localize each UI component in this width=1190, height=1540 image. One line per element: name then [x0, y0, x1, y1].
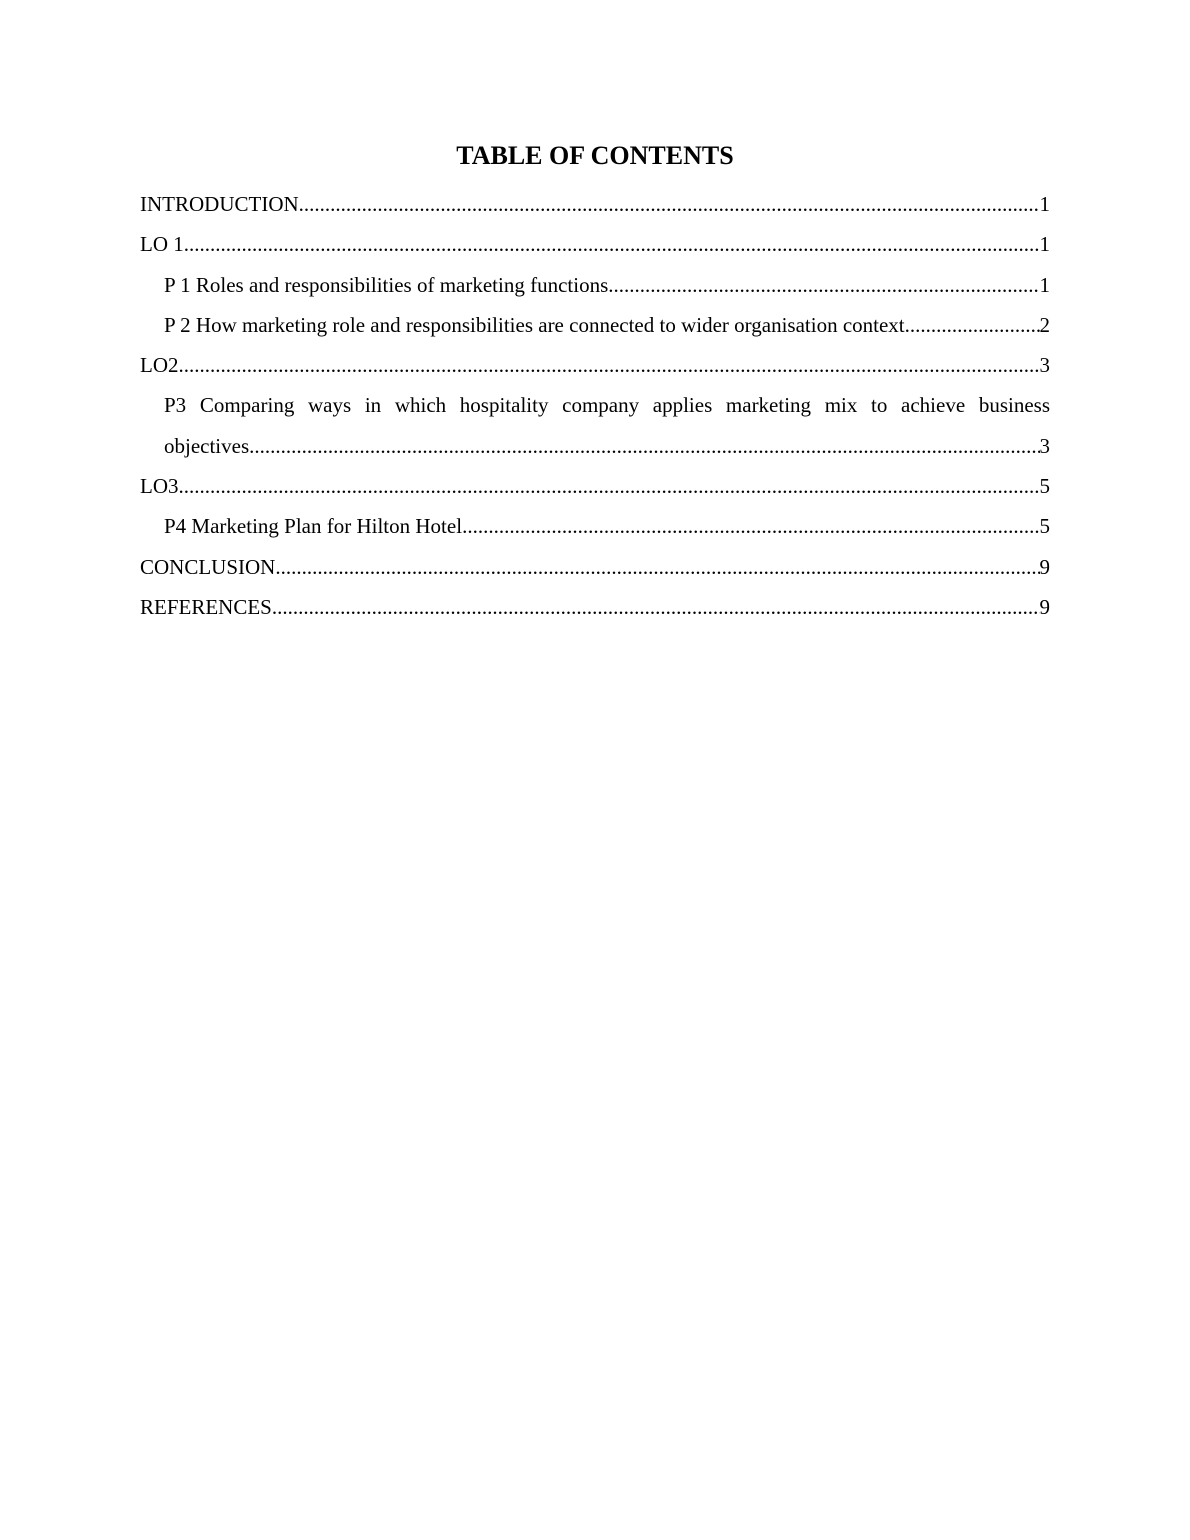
dot-leader [462, 506, 1039, 546]
toc-entry-p3[interactable] [140, 385, 1050, 466]
toc-entry-p2[interactable] [140, 305, 1050, 345]
toc-page-number: 1 [1039, 192, 1050, 216]
toc-entry-label: REFERENCES [140, 594, 272, 619]
toc-entry-p4[interactable] [140, 506, 1050, 546]
dot-leader [179, 345, 1040, 385]
toc-page-number: 5 [1039, 514, 1050, 539]
dot-leader [275, 547, 1039, 587]
document-page [140, 138, 1050, 627]
toc-entry-lo2[interactable] [140, 345, 1050, 385]
toc-page-number: 1 [1039, 272, 1050, 297]
toc-page-number: 5 [1039, 474, 1050, 499]
dot-leader [299, 184, 1040, 224]
dot-leader [608, 265, 1039, 305]
toc-entry-conclusion[interactable] [140, 547, 1050, 587]
toc-entry-label: INTRODUCTION [140, 192, 299, 216]
toc-page-number: 2 [1039, 312, 1050, 337]
dot-leader [272, 587, 1040, 627]
toc-page-number: 9 [1039, 594, 1050, 619]
toc-entry-label: LO 1 [140, 232, 184, 257]
toc-entry-lo1[interactable] [140, 224, 1050, 264]
toc-title: TABLE OF CONTENTS [456, 141, 734, 170]
toc-entry-label-line2: objectives [164, 433, 250, 458]
toc-page-number: 3 [1039, 353, 1050, 378]
toc-entry-label: LO2 [140, 353, 179, 378]
dot-leader [179, 466, 1040, 506]
toc-entry-introduction[interactable] [140, 184, 1050, 224]
dot-leader [184, 224, 1040, 264]
toc-entry-label: P4 Marketing Plan for Hilton Hotel [164, 514, 463, 539]
toc-entry-label: CONCLUSION [140, 554, 276, 579]
toc-list [140, 184, 1050, 627]
toc-entry-label: P 1 Roles and responsibilities of marketing functions [164, 272, 609, 297]
toc-entry-references[interactable] [140, 587, 1050, 627]
toc-entry-lo3[interactable] [140, 466, 1050, 506]
toc-entry-line2 [164, 426, 1050, 466]
toc-page-number: 9 [1039, 554, 1050, 579]
dot-leader [905, 305, 1040, 345]
toc-entry-label: P 2 How marketing role and responsibilities are connected to wider organisation context [164, 312, 905, 337]
toc-entry-p1[interactable] [140, 265, 1050, 305]
dot-leader [249, 426, 1039, 466]
toc-page-number: 3 [1039, 433, 1050, 458]
toc-entry-label-line1: P3 Comparing ways in which hospitality company applies marketing mix to achieve business [164, 393, 1050, 418]
toc-entry-label: LO3 [140, 474, 179, 499]
toc-page-number: 1 [1039, 232, 1050, 257]
